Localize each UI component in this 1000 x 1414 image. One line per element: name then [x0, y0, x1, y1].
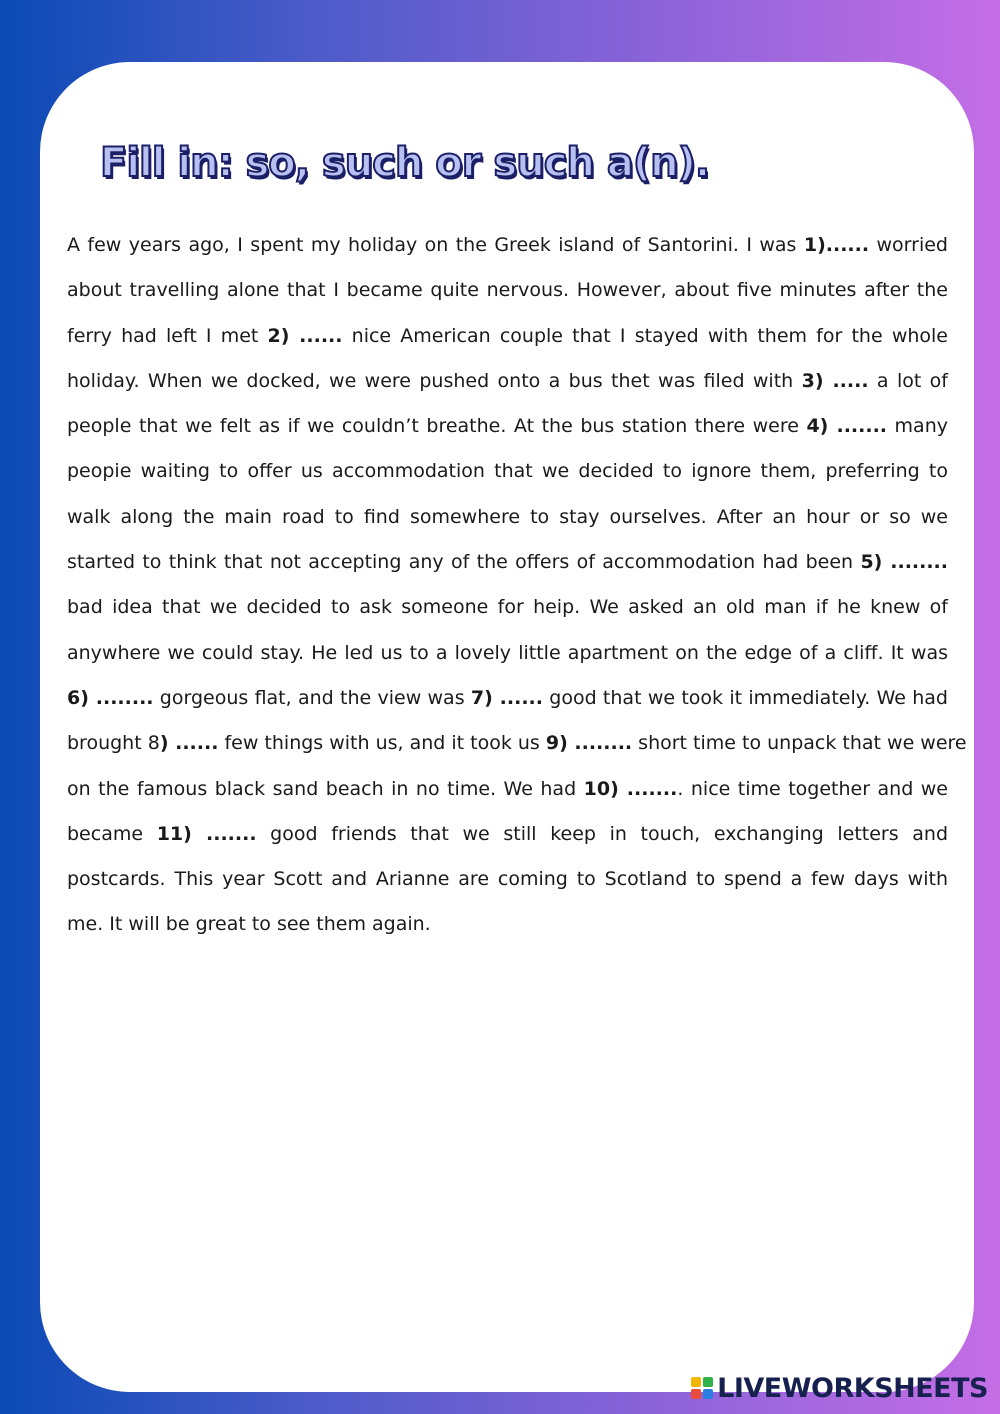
passage-line — [67, 902, 948, 947]
passage-fragment: about travelling alone that I became quite nervous. However, about five minutes after the — [67, 279, 948, 302]
passage-fragment: me. It will be great to see them again. — [67, 913, 431, 936]
passage-fragment: walk along the main road to find somewhere to stay ourselves. After an hour or so we — [67, 505, 948, 528]
blank-marker: 1)...... — [803, 234, 870, 256]
passage-line — [67, 404, 948, 449]
passage-fragment: on the famous black sand beach in no time. We had — [67, 777, 584, 800]
passage-fragment: a lot of — [868, 369, 948, 392]
passage-line — [67, 631, 948, 676]
passage-line — [67, 268, 948, 313]
passage-line — [67, 540, 948, 585]
brand-name: LIVEWORKSHEETS — [717, 1372, 988, 1404]
blank-marker: 6) ........ — [67, 686, 154, 709]
passage-line — [67, 223, 948, 268]
passage-fragment: bad idea that we decided to ask someone for heip. We asked an old man if he knew of — [67, 596, 948, 619]
passage-fragment: . nice time together and we — [677, 777, 948, 800]
passage-line — [67, 449, 948, 494]
passage-line — [67, 812, 948, 857]
passage-fragment: ferry had left I met — [67, 324, 268, 347]
blank-marker: ) ...... — [159, 732, 219, 755]
passage-fragment: nice American couple that I stayed with them for the whole — [342, 324, 948, 347]
passage-fragment: A few years ago, I spent my holiday on the Greek island of Santorini. I was — [67, 234, 804, 256]
passage-fragment: short time to unpack that we were — [632, 732, 967, 755]
passage-fragment: people that we felt as if we couldn’t breathe. At the bus station there were — [67, 415, 807, 438]
passage-fragment: few things with us, and it took us — [218, 732, 546, 755]
blank-marker: 7) ...... — [470, 686, 543, 709]
passage-fragment: postcards. This year Scott and Arianne are coming to Scotland to spend a few days with — [67, 868, 948, 891]
passage-fragment: became — [67, 822, 157, 845]
passage-fragment: brought 8 — [67, 732, 160, 755]
passage-text — [67, 223, 967, 948]
passage-line — [67, 585, 948, 630]
passage-fragment: peopie waiting to offer us accommodation that we decided to ignore them, preferring to — [67, 460, 948, 483]
passage-fragment: many — [887, 415, 948, 438]
passage-line — [67, 676, 948, 721]
passage-line — [67, 721, 967, 766]
passage-fragment: worried — [869, 234, 948, 256]
passage-fragment: good that we took it immediately. We had — [542, 686, 948, 709]
passage-fragment: anywhere we could stay. He led us to a lovely little apartment on the edge of a cliff. It was — [67, 641, 948, 664]
blank-marker: 2) ...... — [267, 324, 343, 347]
passage-line — [67, 359, 948, 404]
liveworksheets-logo — [691, 1372, 988, 1404]
liveworksheets-mark-icon — [691, 1377, 713, 1399]
passage-line — [67, 857, 948, 902]
passage-line — [67, 495, 948, 540]
blank-marker: 9) ........ — [545, 732, 633, 755]
blank-marker: 4) ....... — [806, 415, 887, 438]
blank-marker: 3) ..... — [801, 369, 869, 392]
worksheet-title: Fill in: so, such or such a(n). — [100, 140, 710, 186]
blank-marker: 11) ....... — [156, 822, 257, 845]
passage-fragment: gorgeous flat, and the view was — [153, 686, 471, 709]
blank-marker: 5) ........ — [860, 551, 948, 574]
blank-marker: 10) ....... — [583, 777, 678, 800]
passage-fragment: good friends that we still keep in touch, exchanging letters and — [256, 822, 949, 845]
passage-fragment: started to think that not accepting any of the offers of accommodation had been — [67, 551, 861, 574]
passage-line — [67, 314, 948, 359]
passage-line — [67, 767, 948, 812]
passage-fragment: holiday. When we docked, we were pushed onto a bus thet was filed with — [67, 369, 802, 392]
